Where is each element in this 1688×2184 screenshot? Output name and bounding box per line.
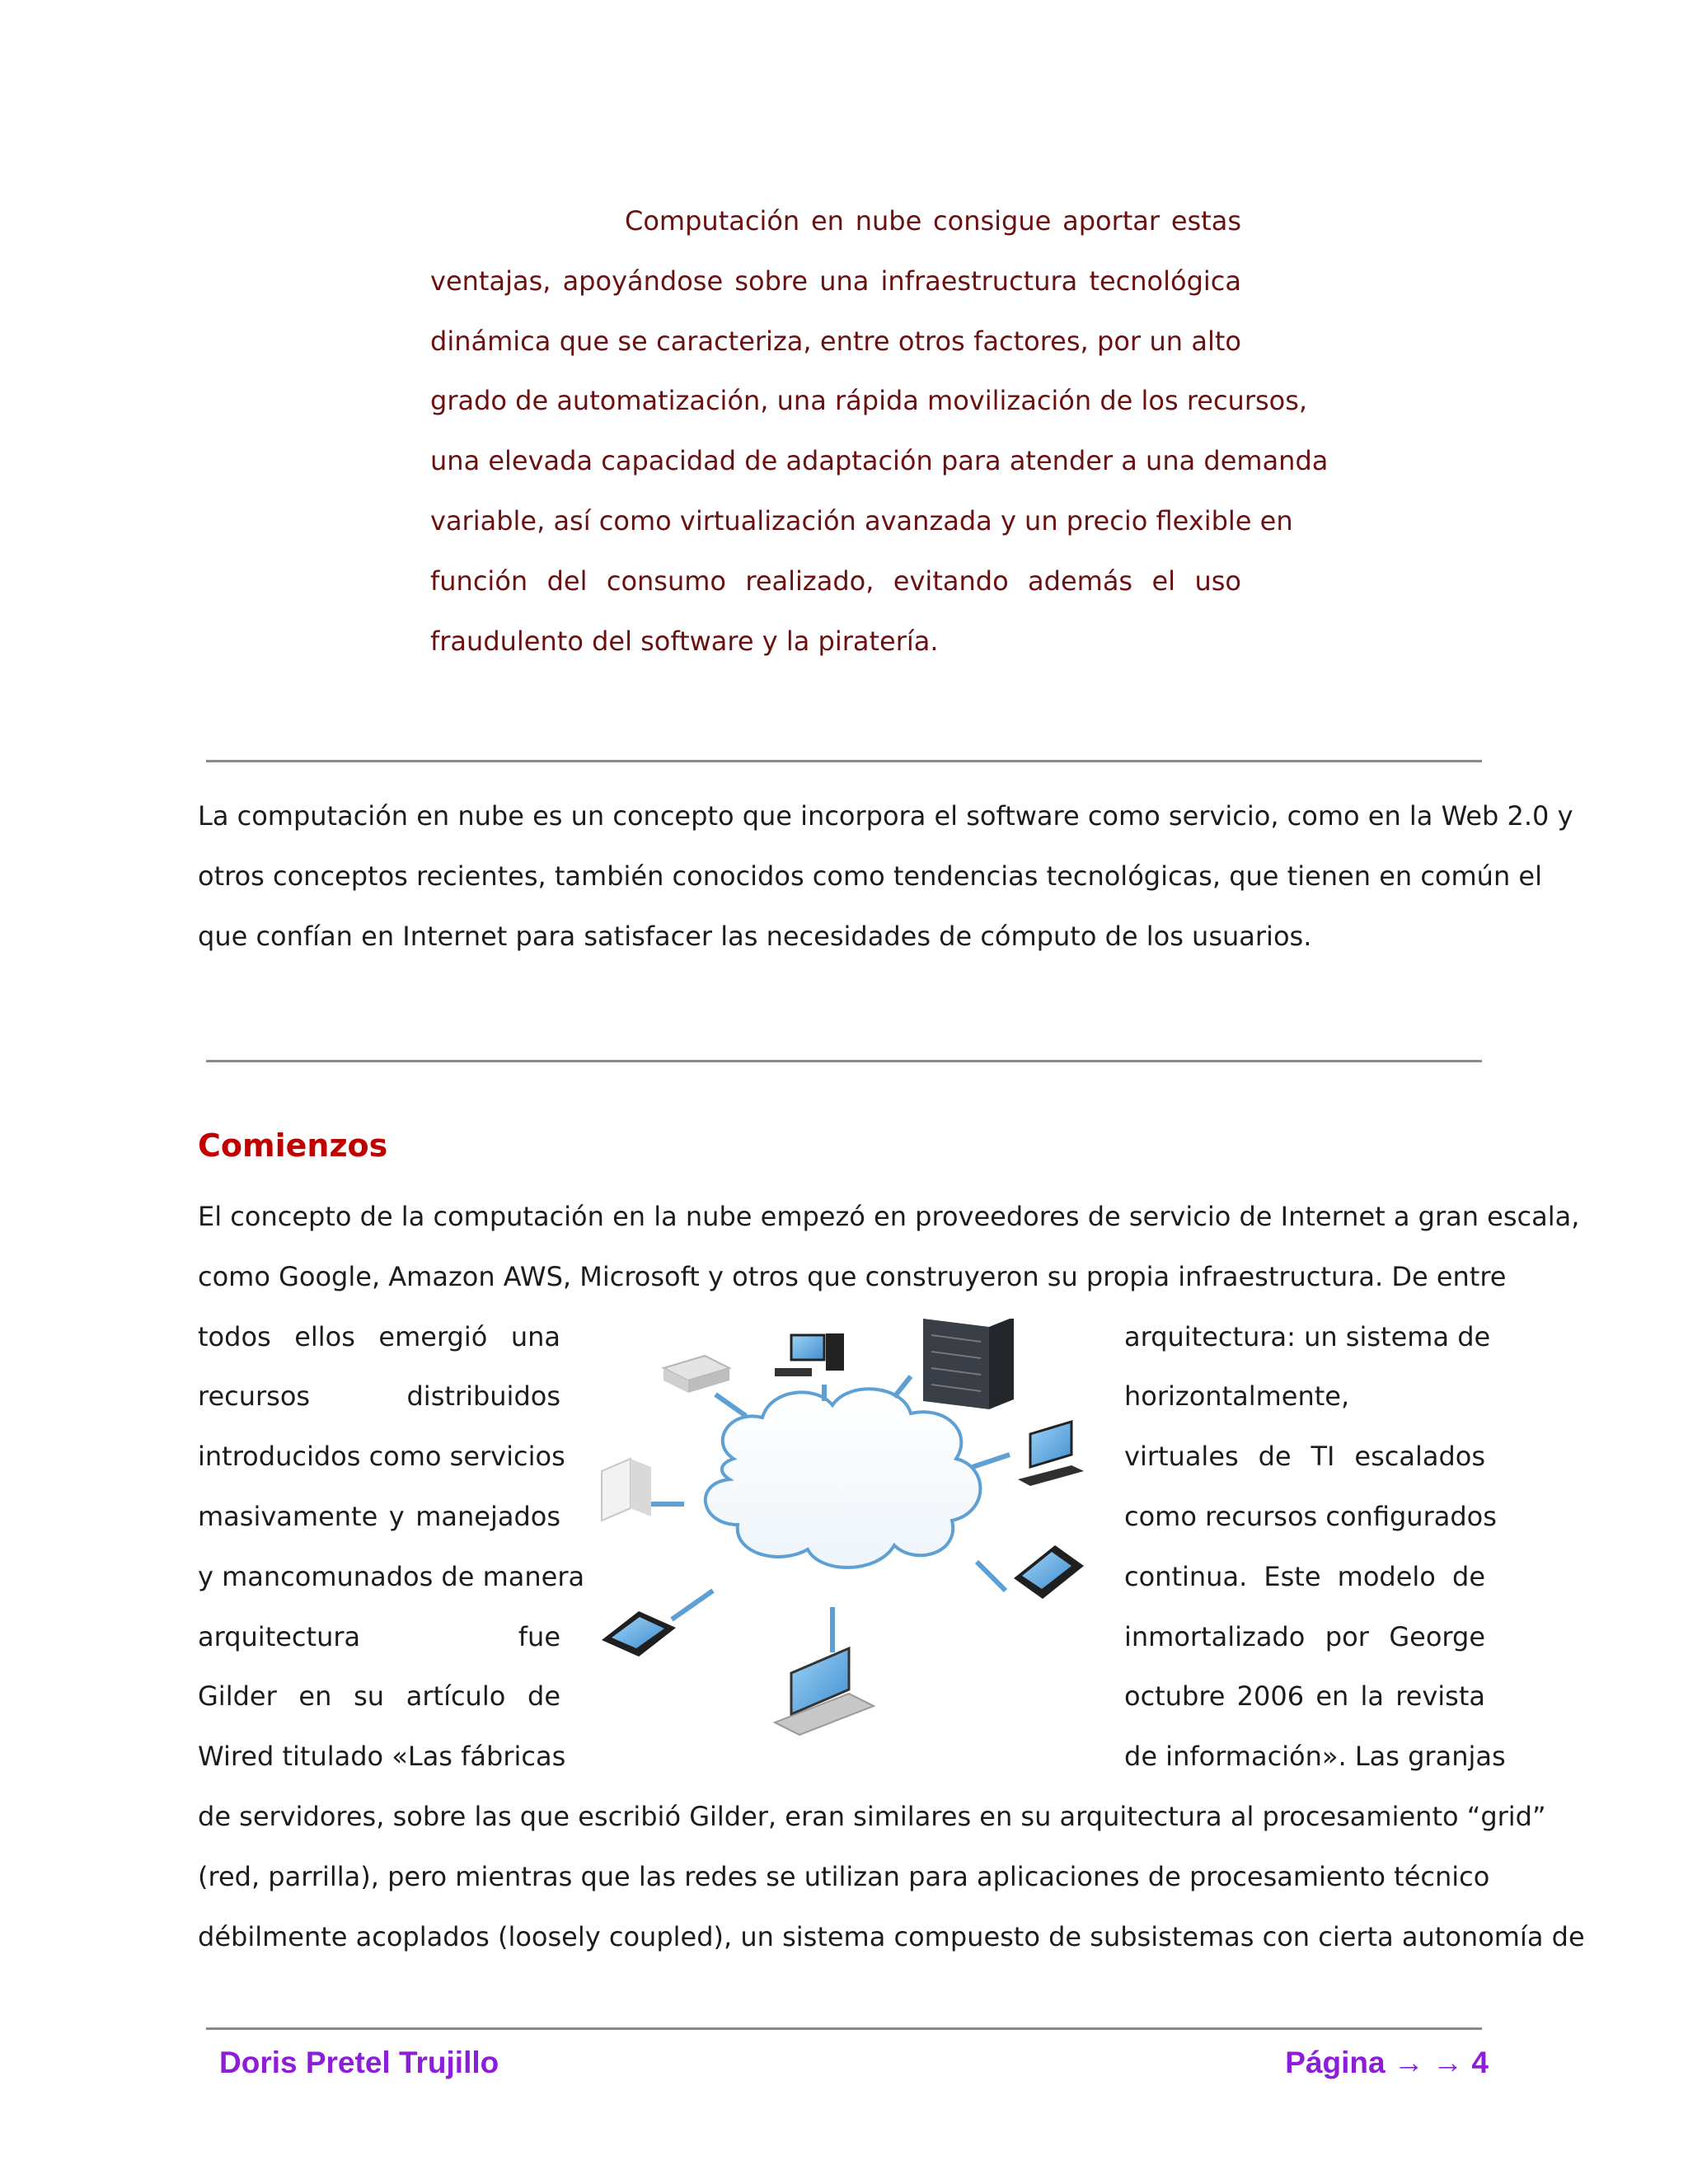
paragraph-line: (red, parrilla), pero mientras que las redes se utilizan para aplicaciones de procesamiento técnico: [198, 1860, 1490, 1892]
paragraph-line: inmortalizado por George: [1124, 1620, 1485, 1652]
paragraph-line: El concepto de la computación en la nube empezó en proveedores de servicio de Internet a gran escala,: [198, 1201, 1580, 1232]
paragraph-line: Gilder en su artículo de: [198, 1680, 560, 1713]
cloud-icon: [706, 1389, 981, 1568]
section-heading: Comienzos: [198, 1127, 388, 1164]
quote-line: una elevada capacidad de adaptación para atender a una demanda: [430, 445, 1329, 477]
intro-line: otros conceptos recientes, también conocidos como tendencias tecnológicas, que tienen en común el: [198, 860, 1542, 892]
arrow: [894, 1376, 911, 1397]
server-rack-icon: [923, 1319, 1014, 1409]
footer-author: Doris Pretel Trujillo: [219, 2046, 499, 2079]
intro-line: La computación en nube es un concepto que incorpora el software como servicio, como en la Web 2.0 y: [198, 800, 1573, 832]
quote-line: variable, así como virtualización avanzada y un precio flexible en: [430, 504, 1293, 537]
quote-line: dinámica que se caracteriza, entre otros factores, por un alto: [430, 325, 1241, 357]
arrow: [672, 1591, 713, 1619]
paragraph-line: y mancomunados de manera: [198, 1560, 585, 1592]
paragraph-line: Wired titulado «Las fábricas: [198, 1741, 566, 1773]
intro-paragraph: [198, 786, 1573, 966]
footer-page-number: Página → → 4: [1285, 2046, 1489, 2079]
smartphone-icon: [602, 1611, 676, 1657]
paragraph-line: arquitectura fue: [198, 1620, 560, 1652]
quote-line: fraudulento del software y la piratería.: [430, 625, 939, 657]
paragraph-line: como recursos configurados: [1124, 1500, 1497, 1532]
quote-line: grado de automatización, una rápida movilización de los recursos,: [430, 385, 1308, 417]
quote-line: función del consumo realizado, evitando además el uso: [430, 565, 1241, 597]
arrow: [715, 1394, 746, 1416]
intro-line: que confían en Internet para satisfacer las necesidades de cómputo de los usuarios.: [198, 920, 1312, 952]
paragraph-line: todos ellos emergió una: [198, 1320, 560, 1352]
paragraph-line: débilmente acoplados (loosely coupled), un sistema compuesto de subsistemas con cierta autonomía de: [198, 1920, 1585, 1952]
arrow: [977, 1562, 1006, 1591]
paragraph-line: de servidores, sobre las que escribió Gilder, eran similares en su arquitectura al procesamiento “grid”: [198, 1801, 1546, 1832]
paragraph-line: introducidos como servicios: [198, 1441, 565, 1473]
paragraph-line: recursos distribuidos: [198, 1380, 560, 1413]
paragraph-line: de información». Las granjas: [1124, 1741, 1506, 1773]
section-paragraph-top: [198, 1187, 1580, 1307]
monitor-icon: [1018, 1422, 1084, 1486]
paragraph-line: horizontalmente,: [1124, 1380, 1350, 1413]
quote-block: [430, 191, 1329, 671]
arrow: [973, 1455, 1010, 1467]
quote-line: ventajas, apoyándose sobre una infraestructura tecnológica: [430, 265, 1241, 297]
section-paragraph-bottom: [198, 1787, 1585, 1966]
paragraph-line: octubre 2006 en la revista: [1124, 1680, 1485, 1713]
quote-line: Computación en nube consigue aportar estas: [625, 205, 1241, 237]
divider-rule: [206, 760, 1482, 762]
paragraph-line: arquitectura: un sistema de: [1124, 1320, 1491, 1352]
router-icon: [663, 1356, 729, 1393]
paragraph-line: masivamente y manejados: [198, 1500, 560, 1532]
storage-box-icon: [602, 1459, 651, 1521]
footer-rule: [206, 2027, 1482, 2030]
paragraph-line: virtuales de TI escalados: [1124, 1441, 1485, 1473]
wrap-right-column: [1124, 1307, 1506, 1787]
wrap-left-column: [198, 1307, 585, 1787]
paragraph-line: continua. Este modelo de: [1124, 1560, 1485, 1592]
paragraph-line: como Google, Amazon AWS, Microsoft y otros que construyeron su propia infraestructura. De entre: [198, 1260, 1507, 1292]
desktop-computer-icon: [775, 1333, 844, 1376]
smartphone-icon: [1014, 1545, 1084, 1599]
laptop-icon: [775, 1648, 874, 1735]
cloud-computing-figure: [585, 1319, 1113, 1755]
divider-rule: [206, 1060, 1482, 1062]
